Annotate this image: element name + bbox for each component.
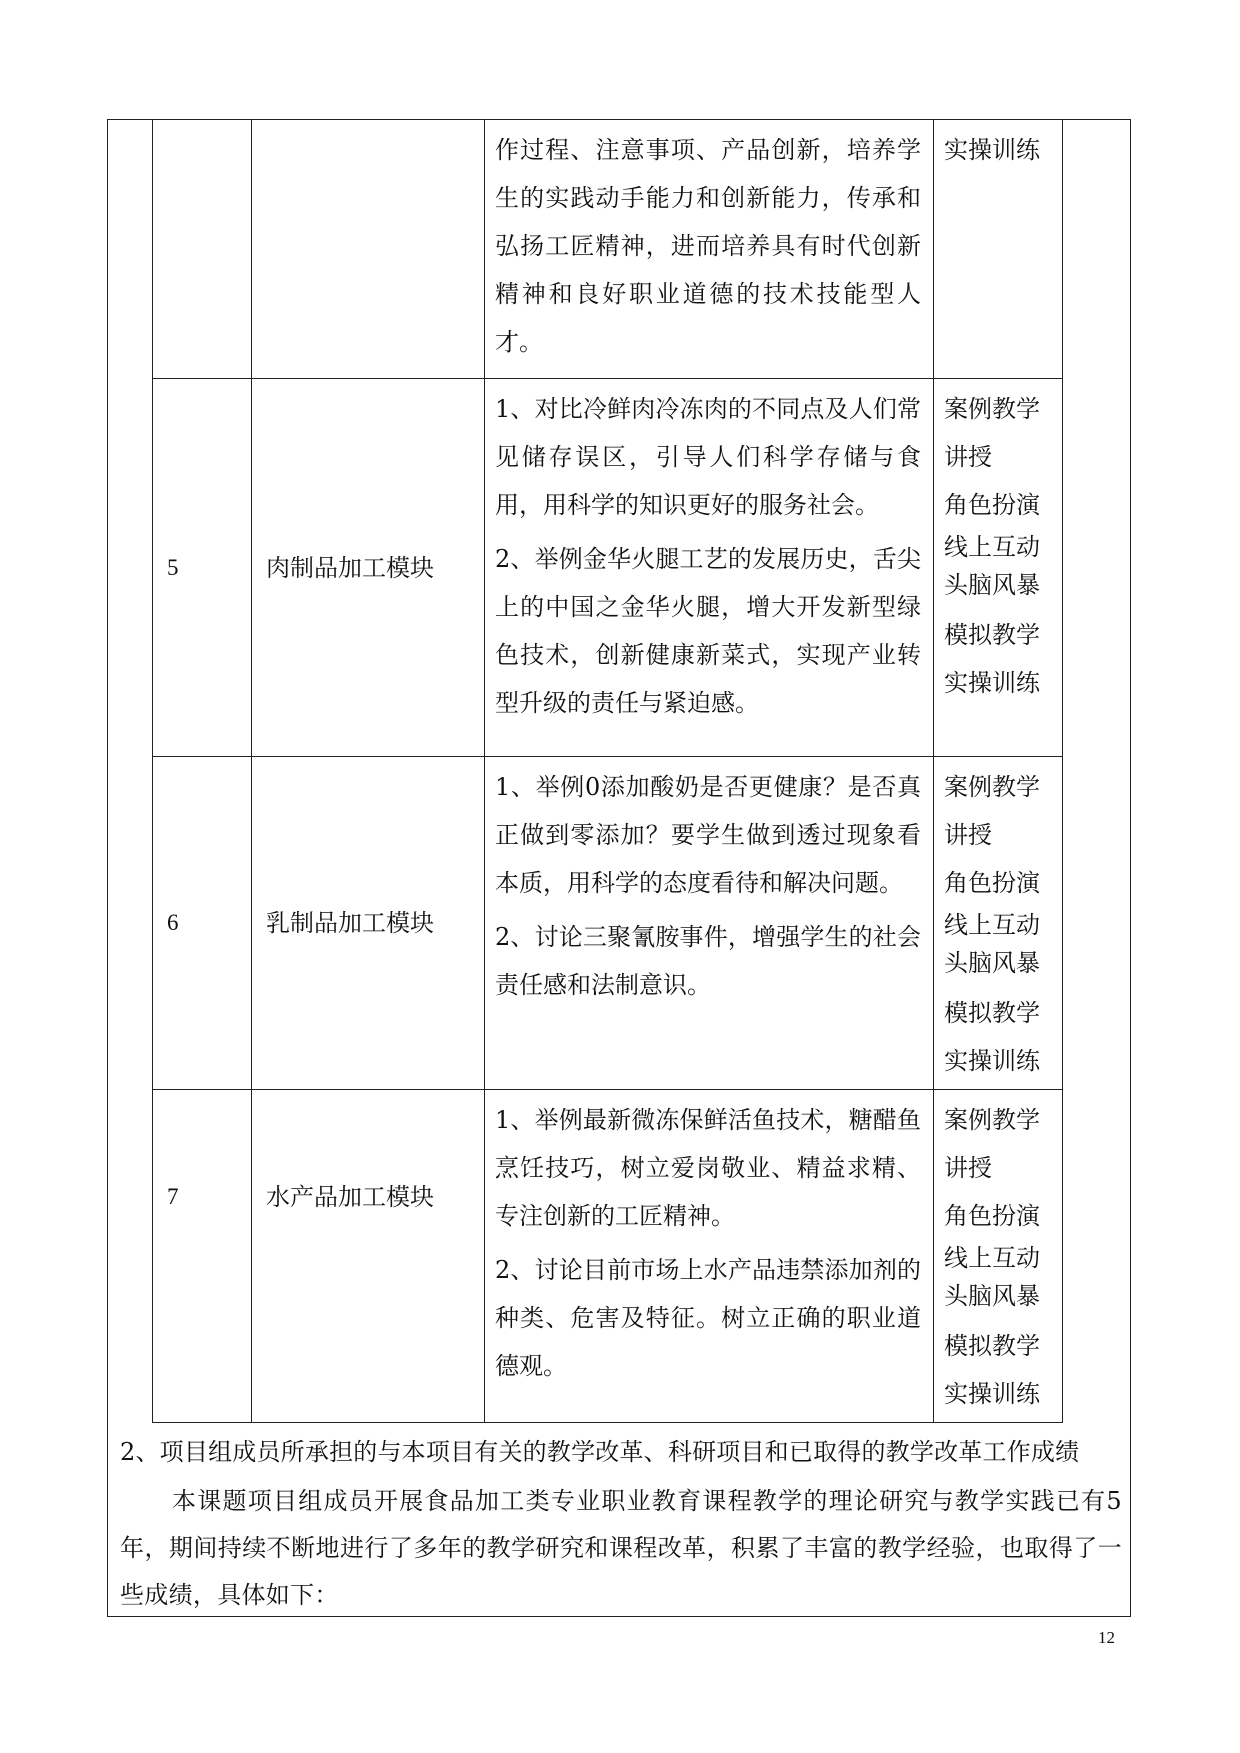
description-paragraph: 1、举例最新微冻保鲜活鱼技术，糖醋鱼烹饪技巧，树立爱岗敬业、精益求精、专注创新的工匠精神。 [495,1106,921,1230]
row-number: 7 [167,1184,179,1209]
description-cell [485,1090,934,1423]
description-cell [485,120,934,379]
module-name: 肉制品加工模块 [266,553,434,582]
table-row [153,1090,1063,1423]
row-number: 6 [167,910,179,935]
number-cell [153,379,252,757]
module-cell [252,379,485,757]
method-item: 讲授 [944,1154,992,1182]
method-item: 案例教学 [944,1106,1040,1134]
table-row [153,379,1063,757]
methods-cell [934,379,1063,757]
method-item: 模拟教学 [944,621,1040,649]
method-item: 线上互动 [944,533,1040,561]
description-paragraph: 2、举例金华火腿工艺的发展历史，舌尖上的中国之金华火腿，增大开发新型绿色技术，创新健康新菜式，实现产业转型升级的责任与紧迫感。 [495,545,921,717]
number-cell [153,757,252,1090]
number-cell [153,120,252,379]
method-item: 头脑风暴 [944,571,1040,599]
method-item: 头脑风暴 [944,949,1040,977]
method-item: 模拟教学 [944,999,1040,1027]
methods-cell [934,757,1063,1090]
method-item: 讲授 [944,821,992,849]
section-heading: 2、项目组成员所承担的与本项目有关的教学改革、科研项目和已取得的教学改革工作成绩 [120,1438,1080,1466]
method-item: 案例教学 [944,773,1040,801]
table-row [153,120,1063,379]
method-item: 线上互动 [944,911,1040,939]
method-item: 角色扮演 [944,1202,1040,1230]
method-item: 实操训练 [944,136,1040,164]
description-cell [485,757,934,1090]
method-item: 实操训练 [944,669,1040,697]
method-item: 案例教学 [944,395,1040,423]
method-item: 模拟教学 [944,1332,1040,1360]
module-name: 水产品加工模块 [266,1183,434,1211]
section-body: 本课题项目组成员开展食品加工类专业职业教育课程教学的理论研究与教学实践已有5年，期间持续不断地进行了多年的教学研究和课程改革，积累了丰富的教学经验，也取得了一些成绩，具体如下： [120,1487,1122,1609]
method-item: 线上互动 [944,1244,1040,1272]
method-item: 实操训练 [944,1047,1040,1075]
description-paragraph: 2、讨论三聚氰胺事件，增强学生的社会责任感和法制意识。 [495,923,921,999]
methods-cell [934,120,1063,379]
method-item: 头脑风暴 [944,1282,1040,1310]
method-item: 角色扮演 [944,869,1040,897]
description-paragraph: 作过程、注意事项、产品创新，培养学生的实践动手能力和创新能力，传承和弘扬工匠精神，进而培养具有时代创新精神和良好职业道德的技术技能型人才。 [495,136,921,356]
module-cell [252,1090,485,1423]
description-paragraph: 1、对比冷鲜肉冷冻肉的不同点及人们常见储存误区，引导人们科学存储与食用，用科学的知识更好的服务社会。 [495,395,921,519]
method-item: 实操训练 [944,1380,1040,1408]
description-paragraph: 2、讨论目前市场上水产品违禁添加剂的种类、危害及特征。树立正确的职业道德观。 [495,1256,921,1380]
method-item: 角色扮演 [944,491,1040,519]
method-item: 讲授 [944,443,992,471]
module-cell [252,757,485,1090]
page-number: 12 [1098,1628,1115,1647]
course-module-table [152,119,1063,1423]
module-cell [252,120,485,379]
table-row [153,757,1063,1090]
description-cell [485,379,934,757]
description-paragraph: 1、举例0添加酸奶是否更健康？是否真正做到零添加？要学生做到透过现象看本质，用科学的态度看待和解决问题。 [495,773,921,897]
module-name: 乳制品加工模块 [266,909,434,937]
methods-cell [934,1090,1063,1423]
row-number: 5 [167,554,179,580]
number-cell [153,1090,252,1423]
